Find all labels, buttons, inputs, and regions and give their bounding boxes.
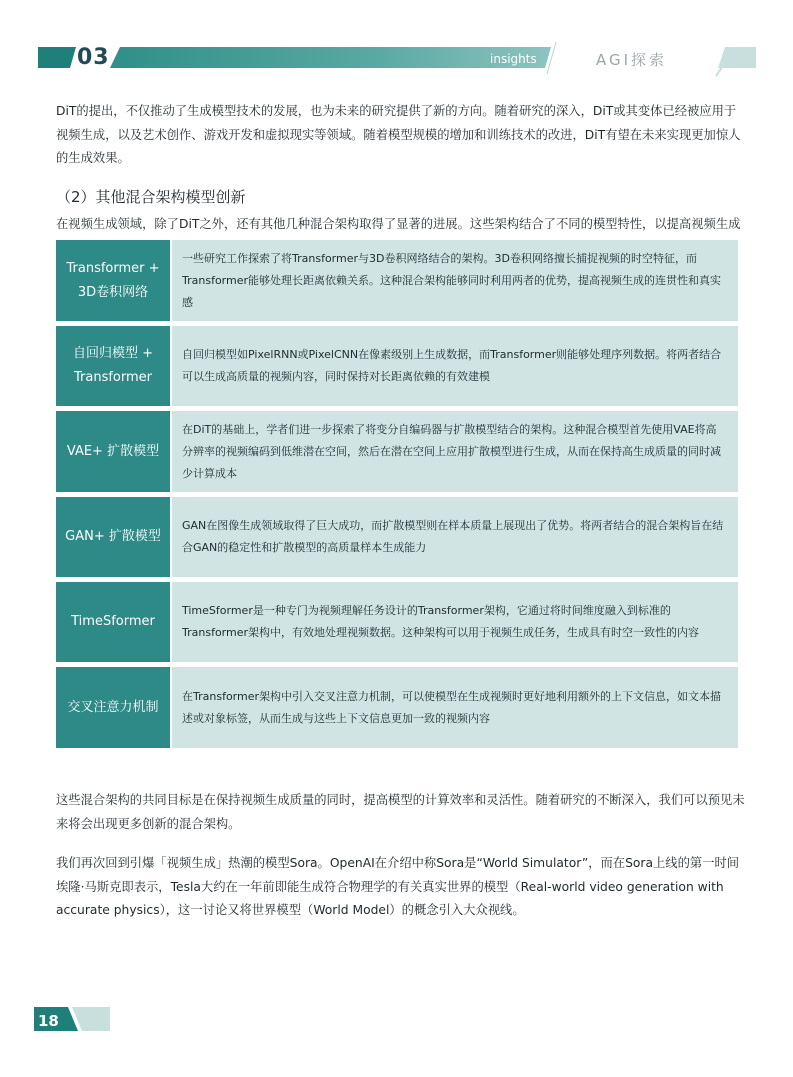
architecture-description: 在DiT的基础上，学者们进一步探索了将变分自编码器与扩散模型结合的架构。这种混合模型首先使用VAE将高分辨率的视频编码到低维潜在空间，然后在潜在空间上应用扩散模型进行生成，从而在保持高生成质量的同时减少计算成本 xyxy=(172,411,738,492)
architecture-name: GAN+ 扩散模型 xyxy=(56,497,170,577)
section-label: insights xyxy=(490,52,537,66)
table-row xyxy=(56,411,738,492)
header-banner-graphic xyxy=(0,0,793,90)
table-row xyxy=(56,326,738,406)
conclusion-paragraph: 这些混合架构的共同目标是在保持视频生成质量的同时，提高模型的计算效率和灵活性。随着研究的不断深入，我们可以预见未来将会出现更多创新的混合架构。 xyxy=(56,793,745,831)
hybrid-architecture-table xyxy=(56,240,738,753)
table-row xyxy=(56,667,738,748)
architecture-name: TimeSformer xyxy=(56,582,170,662)
architecture-name: 交叉注意力机制 xyxy=(56,667,170,748)
architecture-description: 自回归模型如PixelRNN或PixelCNN在像素级别上生成数据，而Transformer则能够处理序列数据。将两者结合可以生成高质量的视频内容，同时保持对长距离依赖的有效建模 xyxy=(172,326,738,406)
section-intro-paragraph: 在视频生成领域，除了DiT之外，还有其他几种混合架构取得了显著的进展。这些架构结合了不同的模型特性，以提高视频生成 xyxy=(56,217,741,231)
architecture-description: 在Transformer架构中引入交叉注意力机制，可以使模型在生成视频时更好地利用额外的上下文信息，如文本描述或对象标签，从而生成与这些上下文信息更加一致的视频内容 xyxy=(172,667,738,748)
page-number: 18 xyxy=(38,1012,59,1030)
publication-title: AGI探索 xyxy=(596,51,668,69)
table-row xyxy=(56,497,738,577)
table-row xyxy=(56,240,738,321)
architecture-name: 自回归模型 + Transformer xyxy=(56,326,170,406)
table-row xyxy=(56,582,738,662)
footer-page-tab-graphic xyxy=(0,1005,120,1033)
intro-paragraph: DiT的提出，不仅推动了生成模型技术的发展，也为未来的研究提供了新的方向。随着研究的深入，DiT或其变体已经被应用于视频生成，以及艺术创作、游戏开发和虚拟现实等领域。随着模型规模的增加和训练技术的改进，DiT有望在未来实现更加惊人的生成效果。 xyxy=(56,104,741,165)
architecture-name: VAE+ 扩散模型 xyxy=(56,411,170,492)
section-heading: （2）其他混合架构模型创新 xyxy=(56,188,246,206)
architecture-description: TimeSformer是一种专门为视频理解任务设计的Transformer架构，它通过将时间维度融入到标准的Transformer架构中，有效地处理视频数据。这种架构可以用于视频生成任务，生成具有时空一致性的内容 xyxy=(172,582,738,662)
architecture-description: 一些研究工作探索了将Transformer与3D卷积网络结合的架构。3D卷积网络擅长捕捉视频的时空特征，而Transformer能够处理长距离依赖关系。这种混合架构能够同时利用两者的优势，提高视频生成的连贯性和真实感 xyxy=(172,240,738,321)
page-header xyxy=(0,0,793,90)
sora-paragraph: 我们再次回到引爆「视频生成」热潮的模型Sora。OpenAI在介绍中称Sora是“World Simulator”，而在Sora上线的第一时间埃隆·马斯克即表示，Tesla大约在一年前即能生成符合物理学的有关真实世界的模型（Real-world video generation with accurate physics），这一讨论又将世界模型（World Model）的概念引入大众视线。 xyxy=(56,856,740,917)
architecture-description: GAN在图像生成领域取得了巨大成功，而扩散模型则在样本质量上展现出了优势。将两者结合的混合架构旨在结合GAN的稳定性和扩散模型的高质量样本生成能力 xyxy=(172,497,738,577)
chapter-number: 03 xyxy=(77,45,110,70)
architecture-name: Transformer + 3D卷积网络 xyxy=(56,240,170,321)
